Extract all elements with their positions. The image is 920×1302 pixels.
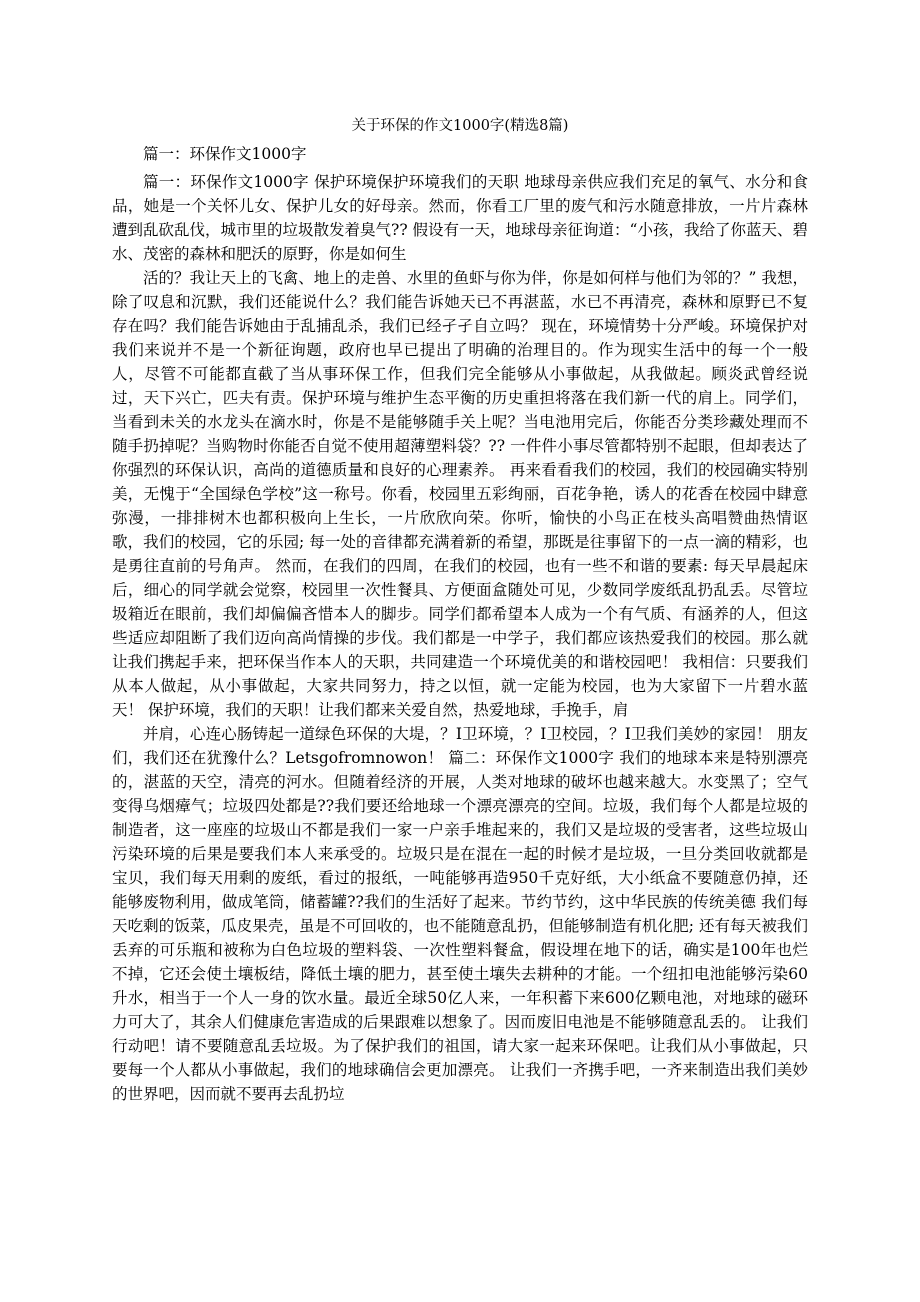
paragraph-1: 篇一：环保作文1000字 保护环境保护环境我们的天职 地球母亲供应我们充足的氧气、水分和食品，她是一个关怀儿女、保护儿女的好母亲。然而，你看工厂里的废气和污水随意排放，一片片森林遭到乱砍乱伐，城市里的垃圾散发着臭气?? 假设有一天，地球母亲征询道：“小孩，我给了你蓝天、碧水、茂密的森林和肥沃的原野，你是如何生 [112,173,808,263]
section-heading: 篇一：环保作文1000字 [143,145,307,163]
paragraph-3: 并肩，心连心肠铸起一道绿色环保的大堤，？I卫环境，？I卫校园，？I卫我们美妙的家园！ 朋友们，我们还在犹豫什么？Letsgofromnowon！ 篇二：环保作文1000字 我们的地球本来是特别漂亮的，湛蓝的天空，清亮的河水。但随着经济的开展，人类对地球的破坏也越来越大。水变黑了；空气变得乌烟瘴气；垃圾四处都是??我们要还给地球一个漂亮漂亮的空间。垃圾，我们每个人都是垃圾的制造者，这一座座的垃圾山不都是我们一家一户亲手堆起来的，我们又是垃圾的受害者，这些垃圾山污染环境的后果是要我们本人来承受的。垃圾只是在混在一起的时候才是垃圾，一旦分类回收就都是宝贝，我们每天用剩的废纸，看过的报纸，一吨能够再造950千克好纸，大小纸盒不要随意仍掉，还能够废物利用，做成笔筒，储蓄罐??我们的生活好了起来。节约节约，这中华民族的传统美德 我们每天吃剩的饭菜，瓜皮果壳，虽是不可回收的，也不能随意乱扔，但能够制造有机化肥; 还有每天被我们丢弃的可乐瓶和被称为白色垃圾的塑料袋、一次性塑料餐盒，假设埋在地下的话，确实是100年也烂不掉，它还会使土壤板结，降低土壤的肥力，甚至使土壤失去耕种的才能。一个纽扣电池能够污染60升水，相当于一个人一身的饮水量。最近全球50亿人来，一年积蓄下来600亿颗电池，对地球的磁环力可大了，其余人们健康危害造成的后果跟难以想象了。因而废旧电池是不能够随意乱丢的。 让我们行动吧！请不要随意乱丢垃圾。为了保护我们的祖国，请大家一起来环保吧。让我们从小事做起，只要每一个人都从小事做起，我们的地球确信会更加漂亮。 让我们一齐携手吧，一齐来制造出我们美妙的世界吧，因而就不要再去乱扔垃 [112,725,808,1103]
paragraph-2: 活的？我让天上的飞禽、地上的走兽、水里的鱼虾与你为伴，你是如何样与他们为邻的？” 我想，除了叹息和沉默，我们还能说什么？我们能告诉她天已不再湛蓝，水已不再清亮，森林和原野已不复存在吗？我们能告诉她由于乱捕乱杀，我们已经孑孑自立吗？ 现在，环境情势十分严峻。环境保护对我们来说并不是一个新征询题，政府也早已提出了明确的治理目的。作为现实生活中的每一个一般人，尽管不可能都直截了当从事环保工作，但我们完全能够从小事做起，从我做起。顾炎武曾经说过，天下兴亡，匹夫有责。保护环境与维护生态平衡的历史重担将落在我们新一代的肩上。同学们，当看到未关的水龙头在滴水时，你是不是能够随手关上呢？当电池用完后，你能否分类珍藏处理而不随手扔掉呢？当购物时你能否自觉不使用超薄塑料袋？?? 一件件小事尽管都特别不起眼，但却表达了你强烈的环保认识，高尚的道德质量和良好的心理素养。 再来看看我们的校园，我们的校园确实特别美，无愧于“全国绿色学校”这一称号。你看，校园里五彩绚丽，百花争艳，诱人的花香在校园中肆意弥漫，一排排树木也都积极向上生长，一片欣欣向荣。你听，愉快的小鸟正在枝头高唱赞曲热情讴歌，我们的校园，它的乐园; 每一处的音律都充满着新的希望，那既是往事留下的一点一滴的精彩，也是勇往直前的号角声。 然而，在我们的四周，在我们的校园，也有一些不和谐的要素: 每天早晨起床后，细心的同学就会觉察，校园里一次性餐具、方便面盒随处可见，少数同学废纸乱扔乱丢。尽管垃圾箱近在眼前，我们却偏偏吝惜本人的脚步。同学们都希望本人成为一个有气质、有涵养的人，但这些适应却阻断了我们迈向高尚情操的步伐。我们都是一中学子，我们都应该热爱我们的校园。那么就让我们携起手来，把环保当作本人的天职，共同建造一个环境优美的和谐校园吧！ 我相信：只要我们从本人做起，从小事做起，大家共同努力，持之以恒，就一定能为校园，也为大家留下一片碧水蓝天！ 保护环境，我们的天职！让我们都来关爱自然，热爱地球，手挽手，肩 [112,269,808,719]
document-title: 关于环保的作文1000字(精选8篇) [351,118,569,134]
document-page [112,114,808,1106]
